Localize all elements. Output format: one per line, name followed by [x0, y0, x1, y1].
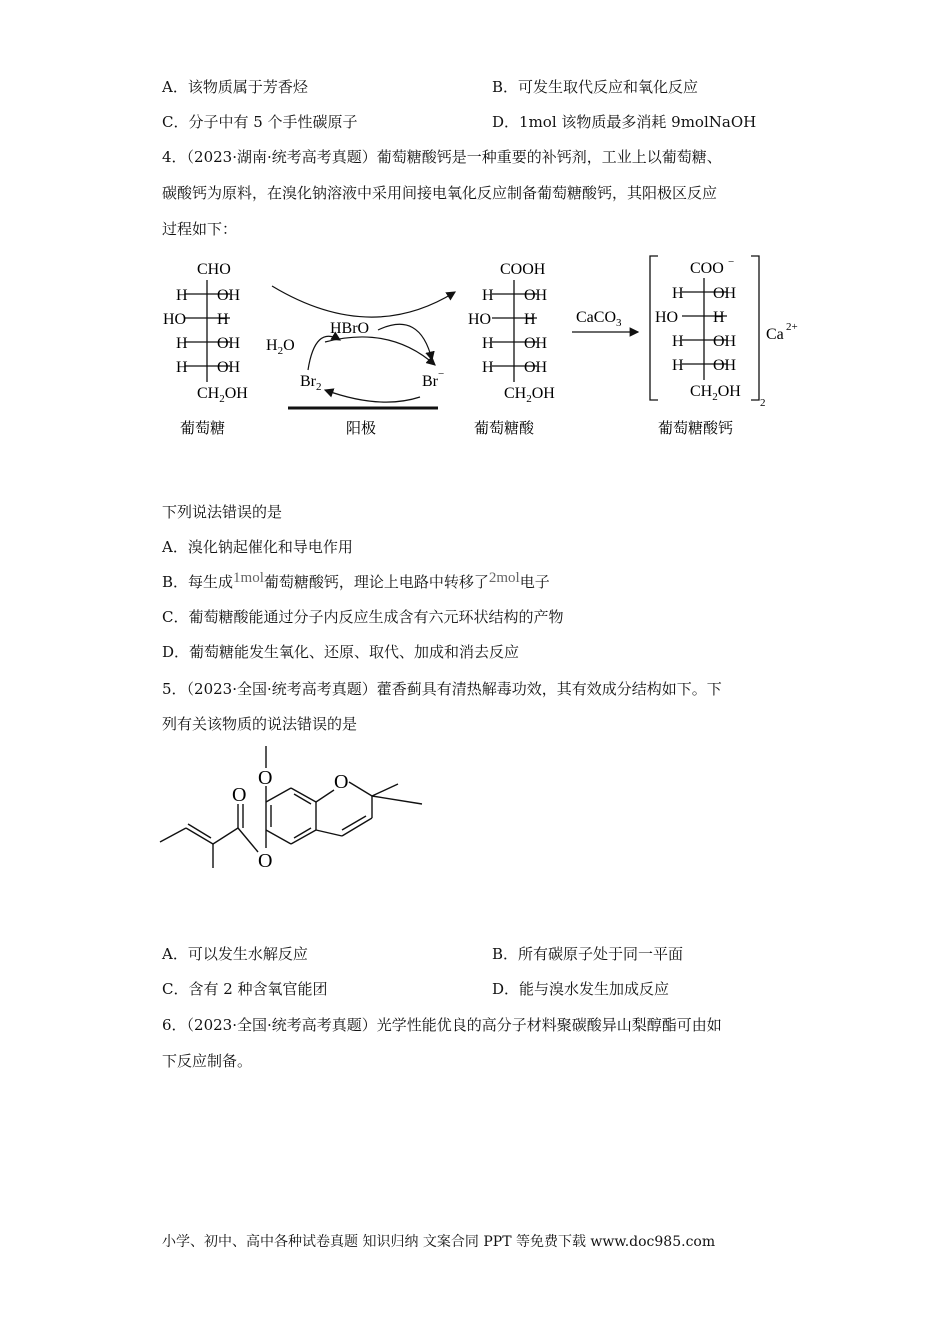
q4-stem-line1: 4．（2023·湖南·统考高考真题）葡萄糖酸钙是一种重要的补钙剂，工业上以葡萄糖、 — [162, 148, 722, 166]
atom-o-carbonyl: O — [232, 784, 247, 806]
atom-o-methoxy: O — [258, 767, 273, 789]
svg-text:H2O: $H_2O$ — [266, 337, 295, 357]
svg-text:H: H — [482, 287, 494, 304]
svg-text:HO: HO — [468, 311, 492, 328]
svg-text:OH: OH — [524, 335, 548, 352]
caption-calcium: 葡萄糖酸钙 — [658, 419, 734, 437]
q6-stem-line2: 下反应制备。 — [162, 1052, 253, 1070]
q4-option-b: B．每生成1mol葡萄糖酸钙，理论上电路中转移了2mol电子 — [162, 570, 550, 591]
q5-stem-line1: 5．（2023·全国·统考高考真题）藿香蓟具有清热解毒功效，其有效成分结构如下。下 — [162, 680, 722, 698]
atom-o-ring: O — [334, 771, 349, 793]
svg-text:HO: HO — [655, 309, 679, 326]
q4-option-d: D．葡萄糖能发生氧化、还原、取代、加成和消去反应 — [162, 643, 520, 661]
atom-o-ester: O — [258, 850, 273, 872]
calcium-gluconate-structure — [650, 256, 798, 409]
q5-option-d: D．能与溴水发生加成反应 — [492, 980, 670, 998]
mediator-cycle — [266, 286, 455, 408]
svg-text:OH: OH — [524, 359, 548, 376]
svg-text:Ca: Ca — [766, 326, 784, 343]
q5-option-b: B．所有碳原子处于同一平面 — [492, 945, 684, 963]
q4-option-c: C．葡萄糖酸能通过分子内反应生成含有六元环状结构的产物 — [162, 608, 564, 626]
q4-prompt: 下列说法错误的是 — [162, 503, 283, 521]
glucose-top: CHO — [197, 261, 231, 278]
q5-stem-line2: 列有关该物质的说法错误的是 — [162, 715, 358, 733]
svg-text:−: − — [728, 256, 735, 268]
svg-text:CH2OH: $CH_2OH$ — [504, 385, 555, 405]
svg-text:H: H — [713, 309, 725, 326]
svg-text:OH: OH — [713, 357, 737, 374]
q3-option-a: A．该物质属于芳香烃 — [162, 78, 308, 96]
svg-text:H: H — [524, 311, 536, 328]
svg-text:OH: OH — [217, 287, 241, 304]
caption-anode: 阳极 — [346, 419, 377, 437]
q5-option-a: A．可以发生水解反应 — [162, 945, 308, 963]
svg-text:H: H — [217, 311, 229, 328]
svg-text:COOH: COOH — [500, 261, 546, 278]
svg-text:H: H — [482, 335, 494, 352]
ageratochromene-structure — [150, 740, 450, 880]
svg-text:H: H — [176, 335, 188, 352]
svg-text:H: H — [672, 333, 684, 350]
svg-text:OH: OH — [524, 287, 548, 304]
q3-option-c: C．分子中有 5 个手性碳原子 — [162, 113, 358, 131]
q4-stem-line2: 碳酸钙为原料，在溴化钠溶液中采用间接电氧化反应制备葡萄糖酸钙，其阳极区反应 — [162, 184, 718, 202]
reaction-scheme — [150, 250, 830, 450]
glucose-structure — [163, 261, 248, 405]
glucose-bottom: $CH_2OH$ — [197, 385, 248, 405]
gluconic-acid-structure — [468, 261, 555, 405]
q3-option-b: B．可发生取代反应和氧化反应 — [492, 78, 699, 96]
svg-text:H: H — [176, 287, 188, 304]
svg-text:HO: HO — [163, 311, 187, 328]
svg-text:CH2OH: $CH_2OH$ — [690, 383, 741, 403]
caption-glucose: 葡萄糖 — [180, 419, 226, 437]
svg-text:H: H — [176, 359, 188, 376]
q4-option-a: A．溴化钠起催化和导电作用 — [162, 538, 353, 556]
svg-text:H: H — [672, 357, 684, 374]
hbro-label: HBrO — [330, 320, 370, 337]
q6-stem-line1: 6．（2023·全国·统考高考真题）光学性能优良的高分子材料聚碳酸异山梨醇酯可由如 — [162, 1016, 722, 1034]
svg-text:OH: OH — [713, 333, 737, 350]
svg-text:2+: 2+ — [786, 321, 798, 333]
caption-gluconic: 葡萄糖酸 — [474, 419, 535, 437]
q4-stem-line3: 过程如下： — [162, 220, 238, 238]
svg-text:Br−: Br− — [422, 368, 445, 390]
svg-text:H: H — [482, 359, 494, 376]
svg-text:Br2: $Br_2$ — [300, 373, 322, 393]
q5-option-c: C．含有 2 种含氧官能团 — [162, 980, 328, 998]
page-footer: 小学、初中、高中各种试卷真题 知识归纳 文案合同 PPT 等免费下载 www.doc985.com — [162, 1234, 716, 1250]
svg-text:OH: OH — [713, 285, 737, 302]
svg-text:OH: OH — [217, 335, 241, 352]
caco3-label: CaCO$_3$ — [576, 309, 622, 329]
svg-text:COO: COO — [690, 260, 724, 277]
svg-text:OH: OH — [217, 359, 241, 376]
svg-text:2: 2 — [760, 397, 766, 409]
svg-text:H: H — [672, 285, 684, 302]
q3-option-d: D．1mol 该物质最多消耗 9molNaOH — [492, 113, 757, 131]
